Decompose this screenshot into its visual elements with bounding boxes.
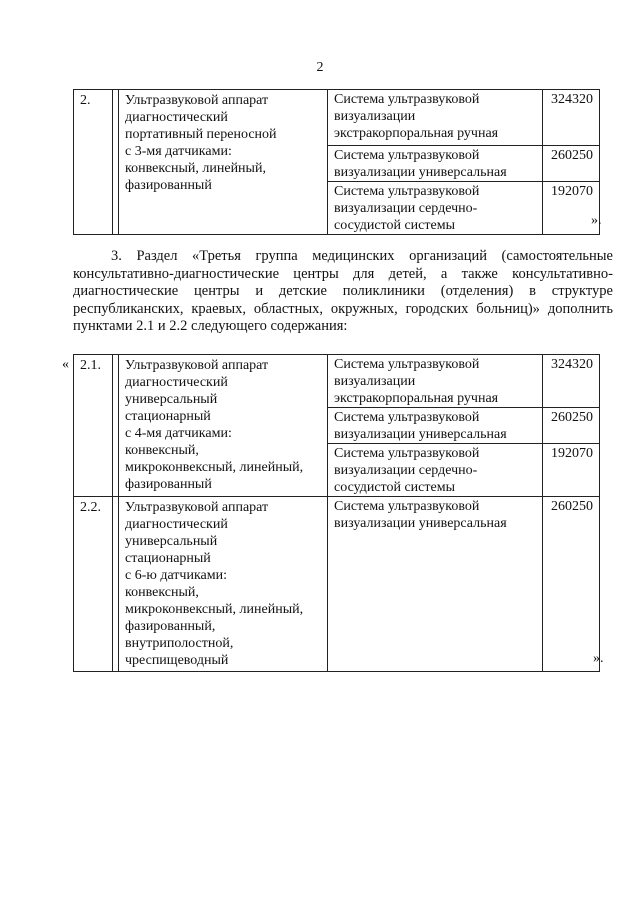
table-2 xyxy=(73,354,600,672)
device-name-line: универсальный xyxy=(125,534,218,549)
system-name-line: визуализации сердечно- xyxy=(334,463,478,478)
table-row-number: 2.1. xyxy=(74,355,113,497)
device-name-line: внутриполостной, xyxy=(125,636,234,651)
system-name-line: визуализации универсальная xyxy=(334,427,507,442)
table-row-number: 2.2. xyxy=(74,497,113,672)
system-code-cell xyxy=(543,146,600,182)
system-code: 260250 xyxy=(551,410,593,425)
system-code-cell xyxy=(543,444,600,497)
system-name-line: сосудистой системы xyxy=(334,218,455,233)
system-name-line: Система ультразвуковой xyxy=(334,410,480,425)
device-name-line: фазированный xyxy=(125,178,212,193)
system-name-line: визуализации сердечно- xyxy=(334,201,478,216)
device-name-line: диагностический xyxy=(125,517,228,532)
system-name-line: Система ультразвуковой xyxy=(334,184,480,199)
system-name-cell xyxy=(328,444,543,497)
system-name-cell xyxy=(328,497,543,672)
device-name-line: стационарный xyxy=(125,551,211,566)
device-name-line: конвексный, линейный, xyxy=(125,161,266,176)
system-name-line: Система ультразвуковой xyxy=(334,357,480,372)
table-row-number: 2. xyxy=(74,90,113,235)
page-number: 2 xyxy=(316,60,324,75)
closing-quote-mark: ». xyxy=(593,651,604,666)
system-code-cell xyxy=(543,90,600,146)
system-name-line: визуализации xyxy=(334,109,416,124)
device-name-line: Ультразвуковой аппарат xyxy=(125,93,269,108)
system-name-cell xyxy=(328,355,543,408)
system-name-line: сосудистой системы xyxy=(334,480,455,495)
device-name-cell xyxy=(119,90,328,235)
device-name-line: Ультразвуковой аппарат xyxy=(125,500,269,515)
system-code: 192070 xyxy=(551,184,593,199)
device-name-line: диагностический xyxy=(125,375,228,390)
device-name-line: фазированный, xyxy=(125,619,216,634)
device-name-line: универсальный xyxy=(125,392,218,407)
system-code: 192070 xyxy=(551,446,593,461)
device-name-line: Ультразвуковой аппарат xyxy=(125,358,269,373)
device-name-line: микроконвексный, линейный, xyxy=(125,460,304,475)
system-name-line: экстракорпоральная ручная xyxy=(334,391,499,406)
system-name-line: визуализации универсальная xyxy=(334,165,507,180)
device-name-line: микроконвексный, линейный, xyxy=(125,602,304,617)
system-name-line: Система ультразвуковой xyxy=(334,446,480,461)
system-code: 324320 xyxy=(551,357,593,372)
table-1 xyxy=(73,89,600,235)
system-code-cell xyxy=(543,497,600,672)
system-name-cell xyxy=(328,146,543,182)
system-name-line: Система ультразвуковой xyxy=(334,92,480,107)
system-code: 260250 xyxy=(551,499,593,514)
system-name-cell xyxy=(328,182,543,235)
system-name-cell xyxy=(328,90,543,146)
device-name-cell xyxy=(119,497,328,672)
system-code: 324320 xyxy=(551,92,593,107)
system-code: 260250 xyxy=(551,148,593,163)
system-name-line: Система ультразвуковой xyxy=(334,148,480,163)
device-name-line: с 4-мя датчиками: xyxy=(125,426,232,441)
device-name-line: конвексный, xyxy=(125,585,199,600)
system-name-line: визуализации универсальная xyxy=(334,516,507,531)
device-name-line: с 6-ю датчиками: xyxy=(125,568,228,583)
system-name-line: экстракорпоральная ручная xyxy=(334,126,499,141)
system-name-line: визуализации xyxy=(334,374,416,389)
device-name-cell xyxy=(119,355,328,497)
device-name-line: портативный переносной xyxy=(125,127,277,142)
device-name-line: диагностический xyxy=(125,110,228,125)
device-name-line: стационарный xyxy=(125,409,211,424)
system-name-line: Система ультразвуковой xyxy=(334,499,480,514)
device-name-line: чреспищеводный xyxy=(125,653,229,668)
closing-quote-mark: ». xyxy=(591,213,602,228)
amendment-paragraph xyxy=(73,248,613,336)
device-name-line: с 3-мя датчиками: xyxy=(125,144,232,159)
paragraph-text: 3. Раздел «Третья группа медицинских организаций (самостоятельные консультативно-диагностические центры для детей, а также консультативно-диагностические центры и детские поликлиники (отделения) в структуре республиканских, краевых, областных, окружных, городских больниц)» дополнить пунктами 2.1 и 2.2 следующего содержания: xyxy=(73,248,613,334)
device-name-line: фазированный xyxy=(125,477,212,492)
system-code-cell xyxy=(543,408,600,444)
system-name-cell xyxy=(328,408,543,444)
opening-quote-mark: « xyxy=(62,357,69,372)
system-code-cell xyxy=(543,355,600,408)
device-name-line: конвексный, xyxy=(125,443,199,458)
